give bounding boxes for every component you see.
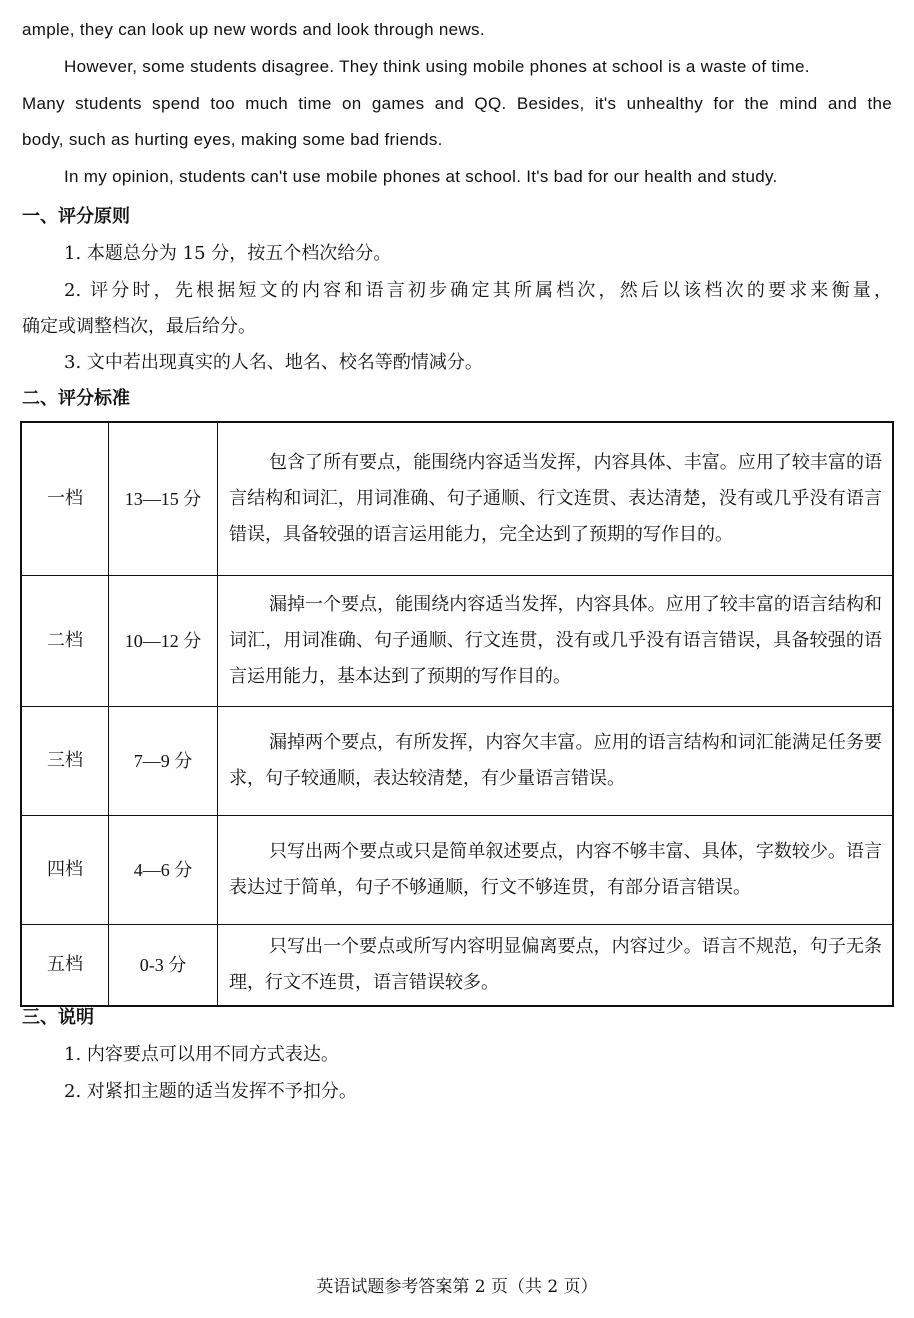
principle-item: 1. 本题总分为 15 分，按五个档次给分。 <box>64 243 392 264</box>
scoring-criteria-table <box>20 421 894 1007</box>
principle-item: 2. 评分时，先根据短文的内容和语言初步确定其所属档次，然后以该档次的要求来衡量， <box>64 280 892 301</box>
note-item: 1. 内容要点可以用不同方式表达。 <box>64 1044 339 1065</box>
level-cell: 一档 <box>21 422 109 575</box>
description-cell: 包含了所有要点，能围绕内容适当发挥，内容具体、丰富。应用了较丰富的语言结构和词汇，用词准确、句子通顺、行文连贯、表达清楚，没有或几乎没有语言错误，具备较强的语言运用能力，完全达到了预期的写作目的。 <box>218 422 894 575</box>
table-row <box>21 706 893 815</box>
description-cell: 只写出两个要点或只是简单叙述要点，内容不够丰富、具体，字数较少。语言表达过于简单，句子不够通顺，行文不够连贯，有部分语言错误。 <box>218 815 894 924</box>
level-cell: 三档 <box>21 706 109 815</box>
essay-line: However, some students disagree. They think using mobile phones at school is a waste of time. <box>64 57 810 76</box>
description-cell: 只写出一个要点或所写内容明显偏离要点，内容过少。语言不规范，句子无条理，行文不连贯，语言错误较多。 <box>218 924 894 1006</box>
section-heading-scoring-criteria: 二、评分标准 <box>22 388 130 409</box>
score-range-cell: 13—15 分 <box>109 422 218 575</box>
table-row <box>21 924 893 1006</box>
page-footer: 英语试题参考答案第 2 页（共 2 页） <box>316 1277 598 1297</box>
section-heading-scoring-principles: 一、评分原则 <box>22 206 130 227</box>
section-heading-notes: 三、说明 <box>22 1007 94 1028</box>
score-range-cell: 0-3 分 <box>109 924 218 1006</box>
description-cell: 漏掉两个要点，有所发挥，内容欠丰富。应用的语言结构和词汇能满足任务要求，句子较通顺，表达较清楚，有少量语言错误。 <box>218 706 894 815</box>
description-cell: 漏掉一个要点，能围绕内容适当发挥，内容具体。应用了较丰富的语言结构和词汇，用词准确、句子通顺、行文连贯，没有或几乎没有语言错误，具备较强的语言运用能力，基本达到了预期的写作目的。 <box>218 575 894 706</box>
principle-item-continued: 确定或调整档次，最后给分。 <box>22 316 256 337</box>
essay-line: Many students spend too much time on games and QQ. Besides, it's unhealthy for the mind and the <box>22 94 892 113</box>
table-row <box>21 815 893 924</box>
score-range-cell: 10—12 分 <box>109 575 218 706</box>
level-cell: 五档 <box>21 924 109 1006</box>
score-range-cell: 4—6 分 <box>109 815 218 924</box>
essay-line: ample, they can look up new words and look through news. <box>22 20 485 39</box>
note-item: 2. 对紧扣主题的适当发挥不予扣分。 <box>64 1081 357 1102</box>
score-range-cell: 7—9 分 <box>109 706 218 815</box>
essay-line: In my opinion, students can't use mobile phones at school. It's bad for our health and study. <box>64 167 778 186</box>
table-row <box>21 422 893 575</box>
level-cell: 四档 <box>21 815 109 924</box>
principle-item: 3. 文中若出现真实的人名、地名、校名等酌情减分。 <box>64 352 483 373</box>
table-row <box>21 575 893 706</box>
level-cell: 二档 <box>21 575 109 706</box>
essay-line: body, such as hurting eyes, making some bad friends. <box>22 130 443 149</box>
